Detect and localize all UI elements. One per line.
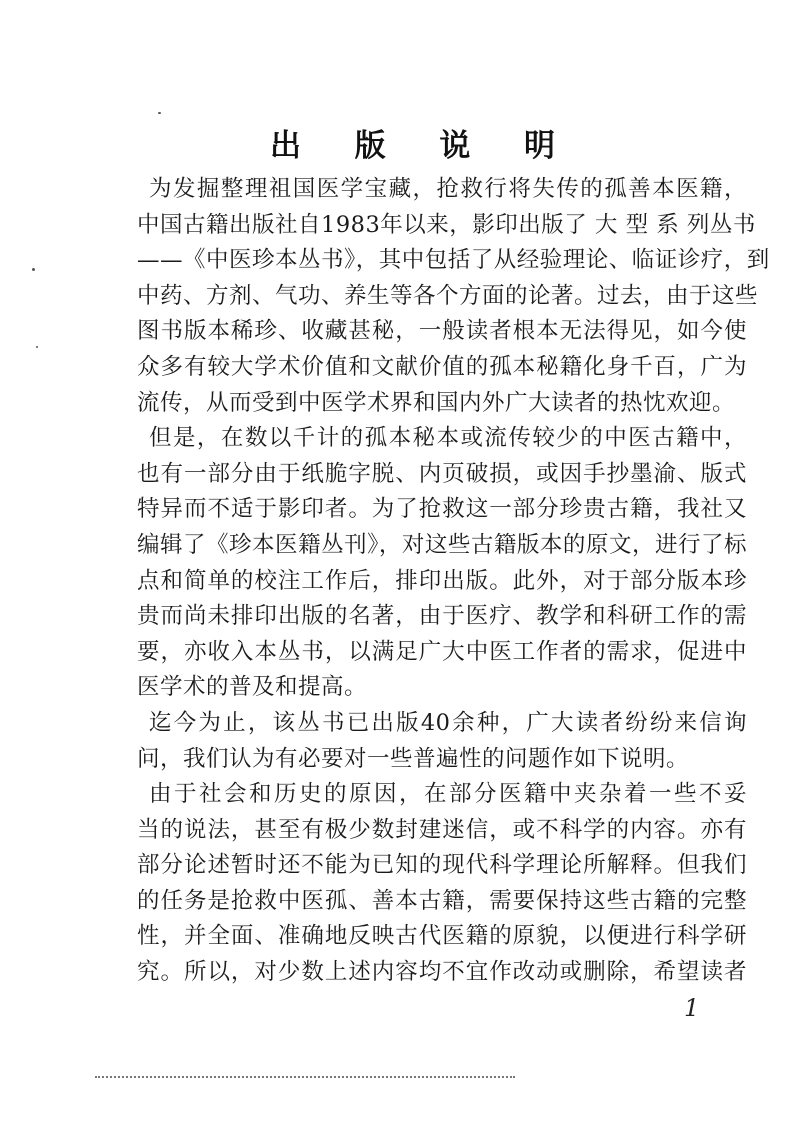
scan-speck	[36, 346, 38, 348]
page-title	[270, 128, 555, 164]
text-line: 中药、方剂、气功、养生等各个方面的论著。过去，由于这些	[137, 282, 759, 309]
text-line: 也有一部分由于纸脆字脱、内页破损，或因手抄墨渝、版式	[137, 460, 747, 487]
scan-speck	[158, 112, 161, 114]
title-char: 明	[523, 128, 555, 164]
body-text	[137, 172, 770, 991]
text-line: 贵而尚未排印出版的名著，由于医疗、教学和科研工作的需	[137, 603, 747, 630]
text-line: 编辑了《珍本医籍丛刊》，对这些古籍版本的原文，进行了标	[137, 531, 747, 558]
scan-noise-line	[95, 1076, 515, 1078]
text-line: 迄今为止，该丛书已出版40余种，广大读者纷纷来信询	[149, 709, 747, 736]
text-line: 由于社会和历史的原因，在部分医籍中夹杂着一些不妥	[149, 781, 747, 808]
text-line: 医学术的普及和提高。	[137, 674, 368, 701]
text-line: 问，我们认为有必要对一些普遍性的问题作如下说明。	[137, 745, 690, 772]
title-char: 说	[439, 128, 471, 164]
title-char: 出	[270, 128, 301, 164]
scan-speck	[32, 268, 35, 271]
text-line: 流传，从而受到中医学术界和国内外广大读者的热忱欢迎。	[137, 389, 736, 416]
page-number: 1	[684, 994, 700, 1022]
text-line: 中国古籍出版社自1983年以来，影印出版了 大 型 系 列丛书	[137, 211, 756, 238]
text-line: 部分论述暂时还不能为已知的现代科学理论所解释。但我们	[137, 852, 747, 879]
text-line: 性，并全面、准确地反映古代医籍的原貌，以便进行科学研	[137, 923, 747, 950]
text-line: 但是，在数以千计的孤本秘本或流传较少的中医古籍中，	[149, 425, 747, 452]
text-line: 特异而不适于影印者。为了抢救这一部分珍贵古籍，我社又	[137, 496, 747, 523]
text-line: 众多有较大学术价值和文献价值的孤本秘籍化身千百，广为	[137, 353, 747, 380]
text-line: 图书版本稀珍、收藏甚秘，一般读者根本无法得见，如今使	[137, 318, 747, 345]
text-line: 为发掘整理祖国医学宝藏，抢救行将失传的孤善本医籍，	[149, 176, 747, 202]
text-line: 的任务是抢救中医孤、善本古籍，需要保持这些古籍的完整	[137, 887, 747, 914]
text-line: ——《中医珍本丛书》，其中包括了从经验理论、临证诊疗，到	[137, 247, 770, 274]
text-line: 当的说法，甚至有极少数封建迷信，或不科学的内容。亦有	[137, 816, 747, 843]
text-line: 究。所以，对少数上述内容均不宜作改动或删除，希望读者	[137, 959, 747, 986]
title-char: 版	[354, 128, 386, 164]
text-line: 点和简单的校注工作后，排印出版。此外，对于部分版本珍	[137, 567, 747, 594]
text-line: 要，亦收入本丛书，以满足广大中医工作者的需求，促进中	[137, 638, 747, 665]
